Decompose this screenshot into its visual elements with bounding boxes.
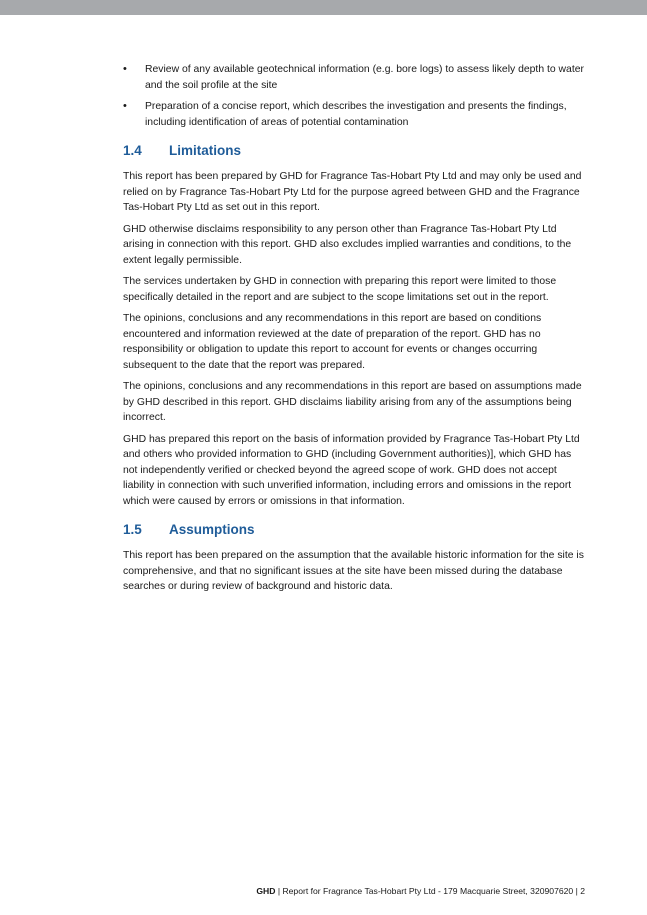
paragraph: The opinions, conclusions and any recommendations in this report are based on assumptions made by GHD described in this report. GHD disclaims liability arising from any of the assumptions being incorrect.	[123, 381, 582, 423]
bullet-list	[123, 62, 585, 130]
section-assumptions	[123, 521, 585, 595]
list-item	[123, 99, 585, 130]
bullet-text: Review of any available geotechnical information (e.g. bore logs) to assess likely depth to water and the soil profile at the site	[145, 64, 584, 91]
footer-text: | Report for Fragrance Tas-Hobart Pty Ltd - 179 Macquarie Street, 320907620 | 2	[275, 886, 585, 896]
paragraph: The opinions, conclusions and any recommendations in this report are based on conditions encountered and information reviewed at the date of preparation of the report. GHD has no responsibility or obligation to update this report to account for events or changes occurring subsequent to the date that the report was prepared.	[123, 313, 542, 371]
section-heading	[123, 142, 585, 160]
section-title: Limitations	[169, 143, 242, 158]
document-body	[123, 62, 585, 601]
section-limitations	[123, 142, 585, 509]
footer-brand: GHD	[256, 886, 276, 896]
paragraph: GHD has prepared this report on the basis of information provided by Fragrance Tas-Hobart Pty Ltd and others who provided information to GHD (including Government authorities)], which GHD has not independently verified or checked beyond the agreed scope of work. GHD does not accept liability in connection with such unverified information, including errors and omissions in the report which were caused by errors or omissions in that information.	[123, 433, 580, 507]
paragraph: GHD otherwise disclaims responsibility to any person other than Fragrance Tas-Hobart Pty Ltd arising in connection with this report. GHD also excludes implied warranties and conditions, to the extent legally permissible.	[123, 223, 572, 266]
bullet-icon: •	[123, 63, 127, 75]
bullet-text: Preparation of a concise report, which describes the investigation and presents the findings, including identification of areas of potential contamination	[145, 101, 567, 128]
bullet-icon: •	[123, 100, 127, 112]
section-number: 1.5	[123, 522, 142, 537]
section-title: Assumptions	[169, 522, 255, 537]
section-heading	[123, 521, 585, 539]
list-item	[123, 62, 585, 93]
paragraph: This report has been prepared on the assumption that the available historic information for the site is comprehensive, and that no significant issues at the site have been missed during the database searches or during review of background and historic data.	[123, 550, 584, 592]
top-band	[0, 0, 647, 15]
section-number: 1.4	[123, 143, 142, 158]
page-footer	[256, 886, 585, 896]
paragraph: The services undertaken by GHD in connection with preparing this report were limited to those specifically detailed in the report and are subject to the scope limitations set out in the report.	[123, 276, 557, 303]
paragraph: This report has been prepared by GHD for Fragrance Tas-Hobart Pty Ltd and may only be used and relied on by Fragrance Tas-Hobart Pty Ltd for the purpose agreed between GHD and the Fragrance Tas-Hobart Pty Ltd as set out in this report.	[123, 171, 582, 213]
